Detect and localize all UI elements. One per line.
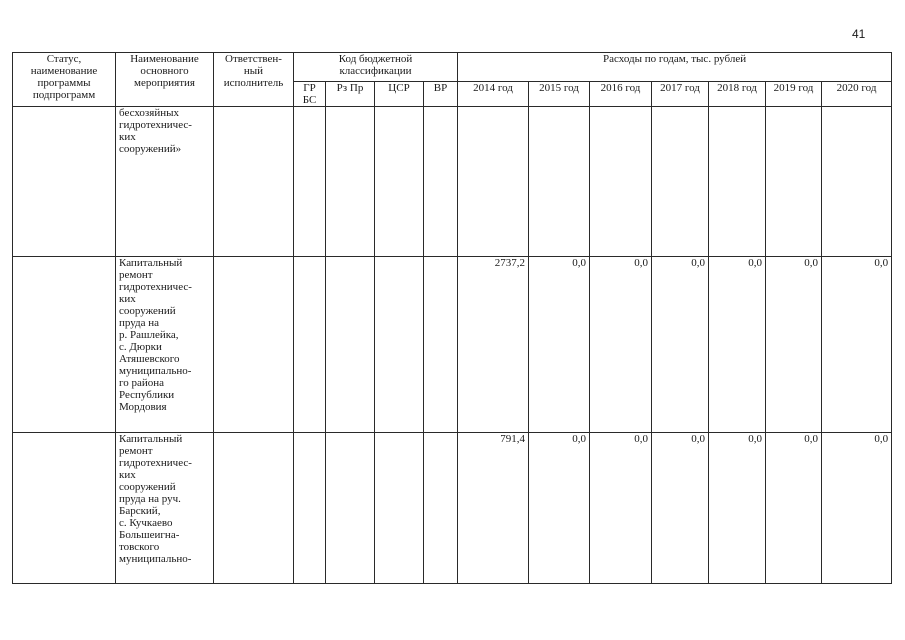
row-value-2015: 0,0 <box>529 433 590 584</box>
header-csr: ЦСР <box>375 82 424 107</box>
header-vr: ВР <box>424 82 458 107</box>
header-year-2018: 2018 год <box>709 82 766 107</box>
row-value-2017: 0,0 <box>652 257 709 433</box>
row-rzpr <box>326 433 375 584</box>
row-responsible <box>214 257 294 433</box>
row-grbs <box>294 257 326 433</box>
row-value-2014: 2737,2 <box>458 257 529 433</box>
row-status <box>13 107 116 257</box>
row-value-2017: 0,0 <box>652 433 709 584</box>
table-row <box>13 257 892 433</box>
header-grbs: ГР БС <box>294 82 326 107</box>
header-responsible: Ответствен- ный исполнитель <box>214 53 294 107</box>
header-year-2014: 2014 год <box>458 82 529 107</box>
row-csr <box>375 257 424 433</box>
table-row <box>13 433 892 584</box>
row-value-2015 <box>529 107 590 257</box>
row-value-2016: 0,0 <box>590 257 652 433</box>
row-value-2019: 0,0 <box>766 433 822 584</box>
row-rzpr <box>326 257 375 433</box>
header-year-2017: 2017 год <box>652 82 709 107</box>
header-status: Статус, наименование программы подпрограмм <box>13 53 116 107</box>
header-rzpr: Рз Пр <box>326 82 375 107</box>
table-row <box>13 107 892 257</box>
row-grbs <box>294 107 326 257</box>
row-value-2020: 0,0 <box>822 257 892 433</box>
row-csr <box>375 107 424 257</box>
row-responsible <box>214 433 294 584</box>
row-value-2020: 0,0 <box>822 433 892 584</box>
row-value-2017 <box>652 107 709 257</box>
row-value-2015: 0,0 <box>529 257 590 433</box>
header-year-2020: 2020 год <box>822 82 892 107</box>
row-value-2018 <box>709 107 766 257</box>
page-number: 41 <box>852 27 866 41</box>
row-value-2016: 0,0 <box>590 433 652 584</box>
row-value-2019 <box>766 107 822 257</box>
row-name: бесхозяйных гидротехничес- ких сооружений» <box>116 107 214 257</box>
header-year-2015: 2015 год <box>529 82 590 107</box>
row-value-2016 <box>590 107 652 257</box>
header-budget-code: Код бюджетной классификации <box>294 53 458 82</box>
header-year-2019: 2019 год <box>766 82 822 107</box>
row-value-2014 <box>458 107 529 257</box>
row-responsible <box>214 107 294 257</box>
row-vr <box>424 257 458 433</box>
row-grbs <box>294 433 326 584</box>
row-name: Капитальный ремонт гидротехничес- ких сооружений пруда на р. Рашлейка, с. Дюрки Атяшевского муниципально- го района Республики Мордовия <box>116 257 214 433</box>
budget-table <box>12 52 892 584</box>
row-value-2019: 0,0 <box>766 257 822 433</box>
row-name: Капитальный ремонт гидротехничес- ких сооружений пруда на руч. Барский, с. Кучкаево Большеигна- товского муниципально- <box>116 433 214 584</box>
row-value-2018: 0,0 <box>709 257 766 433</box>
header-year-2016: 2016 год <box>590 82 652 107</box>
row-vr <box>424 433 458 584</box>
row-value-2018: 0,0 <box>709 433 766 584</box>
header-name: Наименование основного мероприятия <box>116 53 214 107</box>
row-vr <box>424 107 458 257</box>
row-value-2020 <box>822 107 892 257</box>
row-status <box>13 257 116 433</box>
row-status <box>13 433 116 584</box>
row-csr <box>375 433 424 584</box>
row-rzpr <box>326 107 375 257</box>
header-expenses: Расходы по годам, тыс. рублей <box>458 53 892 82</box>
row-value-2014: 791,4 <box>458 433 529 584</box>
header-row-1 <box>13 53 892 82</box>
